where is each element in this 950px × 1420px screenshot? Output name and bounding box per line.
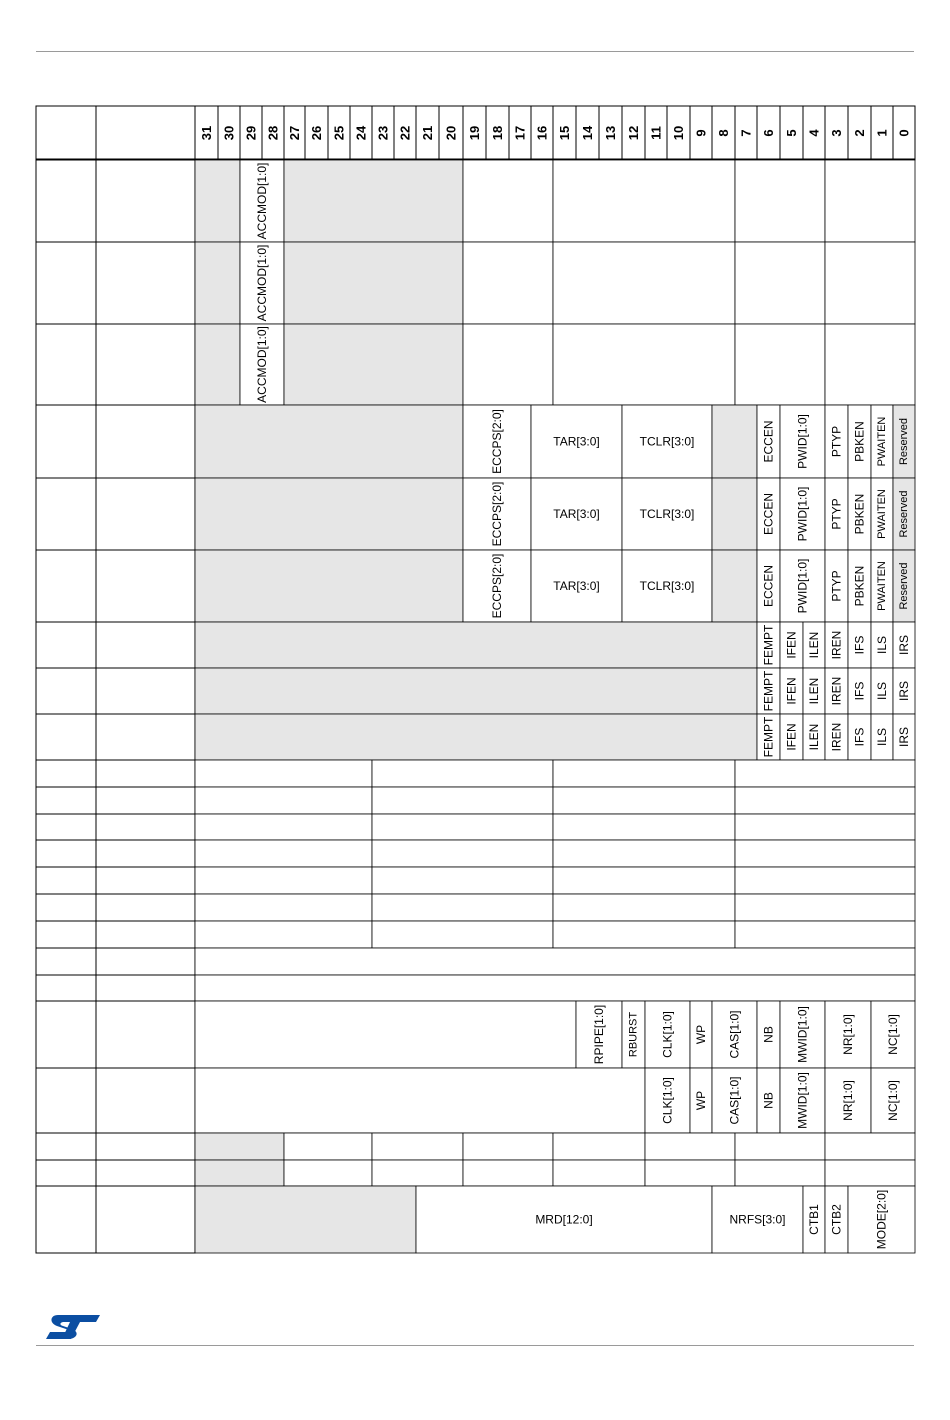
field-cell (553, 760, 735, 787)
register-row-12 (36, 840, 915, 867)
register-cell (96, 948, 195, 975)
bit-number-11: 11 (648, 126, 664, 140)
register-row-1 (36, 242, 915, 324)
st-logo-icon (44, 1311, 102, 1343)
field-cell (284, 1160, 372, 1186)
field-label: IFS (852, 681, 867, 701)
field-cell (195, 1001, 576, 1068)
field-label: ECCEN (761, 420, 776, 463)
field-label: PTYP (829, 498, 844, 530)
field-cell (284, 1133, 372, 1160)
reserved-field (195, 160, 240, 242)
field-label: PTYP (829, 425, 844, 458)
register-cell (96, 550, 195, 622)
field-label: IREN (829, 630, 844, 660)
offset-cell (36, 242, 96, 324)
field-label: PWAITEN (876, 416, 888, 467)
field-label: ECCPS[2:0] (490, 553, 504, 619)
bit-number-1: 1 (874, 129, 890, 137)
register-row-9 (36, 760, 915, 787)
offset-cell (36, 867, 96, 894)
offset-cell (36, 1186, 96, 1253)
field-label: IFEN (784, 723, 799, 751)
bit-number-16: 16 (534, 125, 550, 141)
register-cell (96, 1186, 195, 1253)
offset-cell (36, 1160, 96, 1186)
offset-cell (36, 975, 96, 1001)
reserved-field (712, 550, 757, 622)
field-cell (372, 921, 553, 948)
field-label: FEMPT (761, 670, 776, 712)
field-cell (195, 840, 372, 867)
field-label: Reserved (898, 417, 910, 466)
register-row-6 (36, 622, 915, 668)
offset-cell (36, 814, 96, 840)
field-cell (372, 814, 553, 840)
bit-number-5: 5 (784, 129, 799, 137)
bit-number-3: 3 (829, 129, 844, 137)
bit-number-8: 8 (716, 129, 731, 137)
field-cell (735, 787, 915, 814)
field-cell (735, 242, 825, 324)
reserved-field (195, 1186, 416, 1253)
field-cell (553, 814, 735, 840)
bit-number-26: 26 (309, 125, 324, 141)
field-label: ILS (875, 681, 889, 701)
offset-cell (36, 840, 96, 867)
field-label: TAR[3:0] (553, 434, 600, 449)
reserved-field (195, 1133, 284, 1160)
offset-cell (36, 324, 96, 405)
bit-number-2: 2 (852, 129, 867, 137)
offset-cell (36, 160, 96, 242)
register-row-5 (36, 550, 915, 622)
register-row-11 (36, 814, 915, 840)
reserved-field (195, 622, 757, 668)
reserved-field (195, 668, 757, 714)
bit-number-0: 0 (896, 129, 912, 137)
field-label: IFS (852, 727, 867, 747)
offset-cell (36, 1001, 96, 1068)
field-cell (195, 760, 372, 787)
offset-cell (36, 787, 96, 814)
field-cell (825, 1133, 915, 1160)
field-label: TAR[3:0] (553, 579, 600, 593)
register-row-22 (36, 1186, 915, 1253)
field-cell (372, 1133, 463, 1160)
field-label: PWAITEN (876, 561, 888, 611)
register-cell (96, 760, 195, 787)
field-label: RPIPE[1:0] (592, 1004, 606, 1065)
bit-number-14: 14 (580, 125, 595, 141)
register-row-3 (36, 405, 915, 478)
field-cell (645, 1160, 735, 1186)
register-cell (96, 1160, 195, 1186)
register-cell (96, 478, 195, 550)
register-row-13 (36, 867, 915, 894)
offset-cell (36, 668, 96, 714)
offset-cell (36, 478, 96, 550)
reserved-field (195, 242, 240, 324)
register-row-15 (36, 921, 915, 948)
field-label: ACCMOD[1:0] (255, 162, 269, 240)
register-cell (96, 160, 195, 242)
register-row-19 (36, 1068, 915, 1133)
field-label: NC[1:0] (886, 1014, 900, 1055)
field-cell (553, 160, 735, 242)
field-cell (735, 1160, 825, 1186)
reserved-field (195, 1160, 284, 1186)
field-label: IREN (829, 676, 844, 706)
field-label: ILEN (807, 677, 821, 705)
field-label: FEMPT (761, 624, 776, 666)
offset-cell (36, 948, 96, 975)
field-label: NB (761, 1092, 776, 1109)
reserved-field (195, 550, 463, 622)
bit-number-25: 25 (331, 125, 347, 141)
register-row-4 (36, 478, 915, 550)
field-label: IFEN (784, 677, 799, 705)
bit-number-12: 12 (626, 125, 641, 141)
bit-number-28: 28 (265, 125, 281, 141)
reserved-field (195, 324, 240, 405)
bit-number-10: 10 (671, 125, 686, 141)
field-label: NRFS[3:0] (729, 1212, 786, 1227)
field-cell (195, 867, 372, 894)
field-cell (825, 324, 915, 405)
register-row-17 (36, 975, 915, 1001)
register-row-14 (36, 894, 915, 921)
field-label: MRD[12:0] (535, 1212, 593, 1227)
bit-number-23: 23 (375, 125, 391, 141)
reserved-field (284, 324, 463, 405)
field-label: ILS (875, 635, 889, 655)
field-label: ACCMOD[1:0] (255, 326, 269, 403)
register-row-8 (36, 714, 915, 760)
field-cell (735, 867, 915, 894)
bit-number-13: 13 (603, 125, 618, 141)
field-cell (553, 921, 735, 948)
field-cell (463, 1160, 553, 1186)
field-label: TCLR[3:0] (639, 507, 695, 521)
field-label: CLK[1:0] (660, 1011, 675, 1058)
register-cell (96, 714, 195, 760)
field-label: IRS (897, 680, 911, 702)
field-cell (463, 242, 553, 324)
field-cell (195, 894, 372, 921)
register-row-0 (36, 160, 915, 242)
field-label: IRS (897, 634, 911, 656)
offset-cell (36, 714, 96, 760)
field-label: ECCPS[2:0] (490, 409, 504, 474)
field-label: CAS[1:0] (727, 1076, 742, 1125)
bit-number-9: 9 (693, 129, 709, 137)
field-cell (735, 760, 915, 787)
offset-cell (36, 894, 96, 921)
field-label: IFEN (784, 631, 799, 659)
register-row-10 (36, 787, 915, 814)
field-cell (195, 948, 915, 975)
field-cell (553, 867, 735, 894)
reserved-field (712, 478, 757, 550)
field-label: CLK[1:0] (660, 1077, 675, 1124)
field-label: PBKEN (852, 565, 867, 607)
field-label: ILEN (807, 723, 821, 751)
register-cell (96, 668, 195, 714)
register-cell (96, 242, 195, 324)
offset-cell (36, 1133, 96, 1160)
field-label: MWID[1:0] (795, 1006, 810, 1063)
field-label: FEMPT (761, 716, 776, 758)
field-label: RBURST (627, 1011, 640, 1058)
field-label: WP (694, 1090, 708, 1111)
field-cell (735, 894, 915, 921)
field-cell (553, 894, 735, 921)
field-cell (372, 840, 553, 867)
field-cell (825, 160, 915, 242)
field-label: Reserved (898, 490, 910, 538)
register-cell (96, 840, 195, 867)
field-label: PBKEN (852, 493, 867, 535)
field-label: CTB1 (807, 1204, 821, 1235)
bit-number-21: 21 (420, 125, 435, 141)
register-cell (96, 1133, 195, 1160)
field-label: PWID[1:0] (795, 486, 810, 542)
field-cell (463, 1133, 553, 1160)
register-cell (96, 867, 195, 894)
field-cell (553, 242, 735, 324)
field-cell (463, 324, 553, 405)
field-label: PWAITEN (876, 489, 888, 539)
register-row-7 (36, 668, 915, 714)
bit-number-29: 29 (243, 125, 259, 141)
field-cell (463, 160, 553, 242)
register-cell (96, 324, 195, 405)
field-label: IFS (852, 635, 867, 655)
bit-number-7: 7 (738, 129, 754, 137)
field-label: IRS (897, 726, 911, 748)
field-cell (645, 1133, 735, 1160)
field-label: WP (694, 1024, 708, 1045)
field-cell (735, 324, 825, 405)
bit-number-24: 24 (353, 125, 369, 141)
field-cell (195, 814, 372, 840)
reserved-field (284, 160, 463, 242)
bit-number-15: 15 (557, 125, 572, 141)
field-cell (372, 760, 553, 787)
field-cell (735, 160, 825, 242)
register-row-18 (36, 1001, 915, 1068)
field-label: PWID[1:0] (795, 414, 810, 469)
register-row-21 (36, 1160, 915, 1186)
register-row-20 (36, 1133, 915, 1160)
field-cell (195, 921, 372, 948)
field-label: MODE[2:0] (874, 1189, 889, 1250)
offset-cell (36, 405, 96, 478)
field-cell (553, 1160, 645, 1186)
field-label: NR[1:0] (841, 1080, 855, 1121)
field-label: TAR[3:0] (553, 507, 600, 521)
bit-number-6: 6 (761, 129, 776, 137)
bit-number-20: 20 (443, 125, 459, 141)
register-cell (96, 1068, 195, 1133)
field-label: TCLR[3:0] (639, 434, 695, 449)
register-cell (96, 894, 195, 921)
field-cell (195, 975, 915, 1001)
bit-number-30: 30 (221, 125, 237, 141)
field-label: PWID[1:0] (795, 558, 810, 614)
field-cell (735, 1133, 825, 1160)
field-label: MWID[1:0] (795, 1072, 810, 1129)
field-label: CAS[1:0] (727, 1010, 742, 1059)
field-label: ILEN (807, 631, 821, 659)
bit-number-19: 19 (467, 125, 482, 141)
field-label: TCLR[3:0] (639, 579, 695, 593)
reserved-field (195, 478, 463, 550)
register-cell (96, 787, 195, 814)
bit-number-31: 31 (199, 125, 214, 141)
register-cell (96, 1001, 195, 1068)
field-cell (553, 1133, 645, 1160)
field-cell (372, 894, 553, 921)
reserved-field (284, 242, 463, 324)
field-label: Reserved (898, 562, 910, 610)
reserved-field (195, 714, 757, 760)
field-label: ECCEN (761, 564, 776, 608)
reserved-field (195, 405, 463, 478)
bit-number-22: 22 (397, 125, 413, 141)
field-cell (372, 1160, 463, 1186)
reserved-field (712, 405, 757, 478)
field-label: NB (761, 1026, 776, 1043)
field-cell (553, 840, 735, 867)
field-label: CTB2 (829, 1204, 844, 1235)
bit-number-27: 27 (287, 125, 302, 141)
register-row-16 (36, 948, 915, 975)
field-cell (825, 242, 915, 324)
field-cell (735, 840, 915, 867)
offset-cell (36, 921, 96, 948)
offset-cell (36, 1068, 96, 1133)
field-label: PBKEN (852, 421, 867, 462)
bottom-rule (36, 1345, 914, 1346)
register-cell (96, 814, 195, 840)
field-label: ILS (875, 727, 889, 747)
bit-number-18: 18 (490, 125, 505, 141)
field-cell (735, 814, 915, 840)
field-cell (825, 1160, 915, 1186)
field-cell (372, 787, 553, 814)
field-label: ACCMOD[1:0] (255, 244, 269, 322)
bit-number-17: 17 (512, 125, 528, 141)
register-cell (96, 405, 195, 478)
register-cell (96, 622, 195, 668)
offset-cell (36, 622, 96, 668)
register-row-2 (36, 324, 915, 405)
field-cell (553, 324, 735, 405)
offset-cell (36, 550, 96, 622)
field-label: NR[1:0] (841, 1014, 855, 1055)
register-cell (96, 975, 195, 1001)
offset-cell (36, 760, 96, 787)
bit-number-4: 4 (806, 129, 822, 137)
field-label: ECCEN (761, 492, 776, 536)
field-label: PTYP (829, 570, 844, 602)
field-cell (372, 867, 553, 894)
field-label: ECCPS[2:0] (490, 481, 504, 547)
field-label: NC[1:0] (886, 1080, 900, 1121)
field-cell (195, 787, 372, 814)
field-label: IREN (829, 722, 844, 752)
field-cell (735, 921, 915, 948)
register-cell (96, 921, 195, 948)
field-cell (195, 1068, 645, 1133)
field-cell (553, 787, 735, 814)
